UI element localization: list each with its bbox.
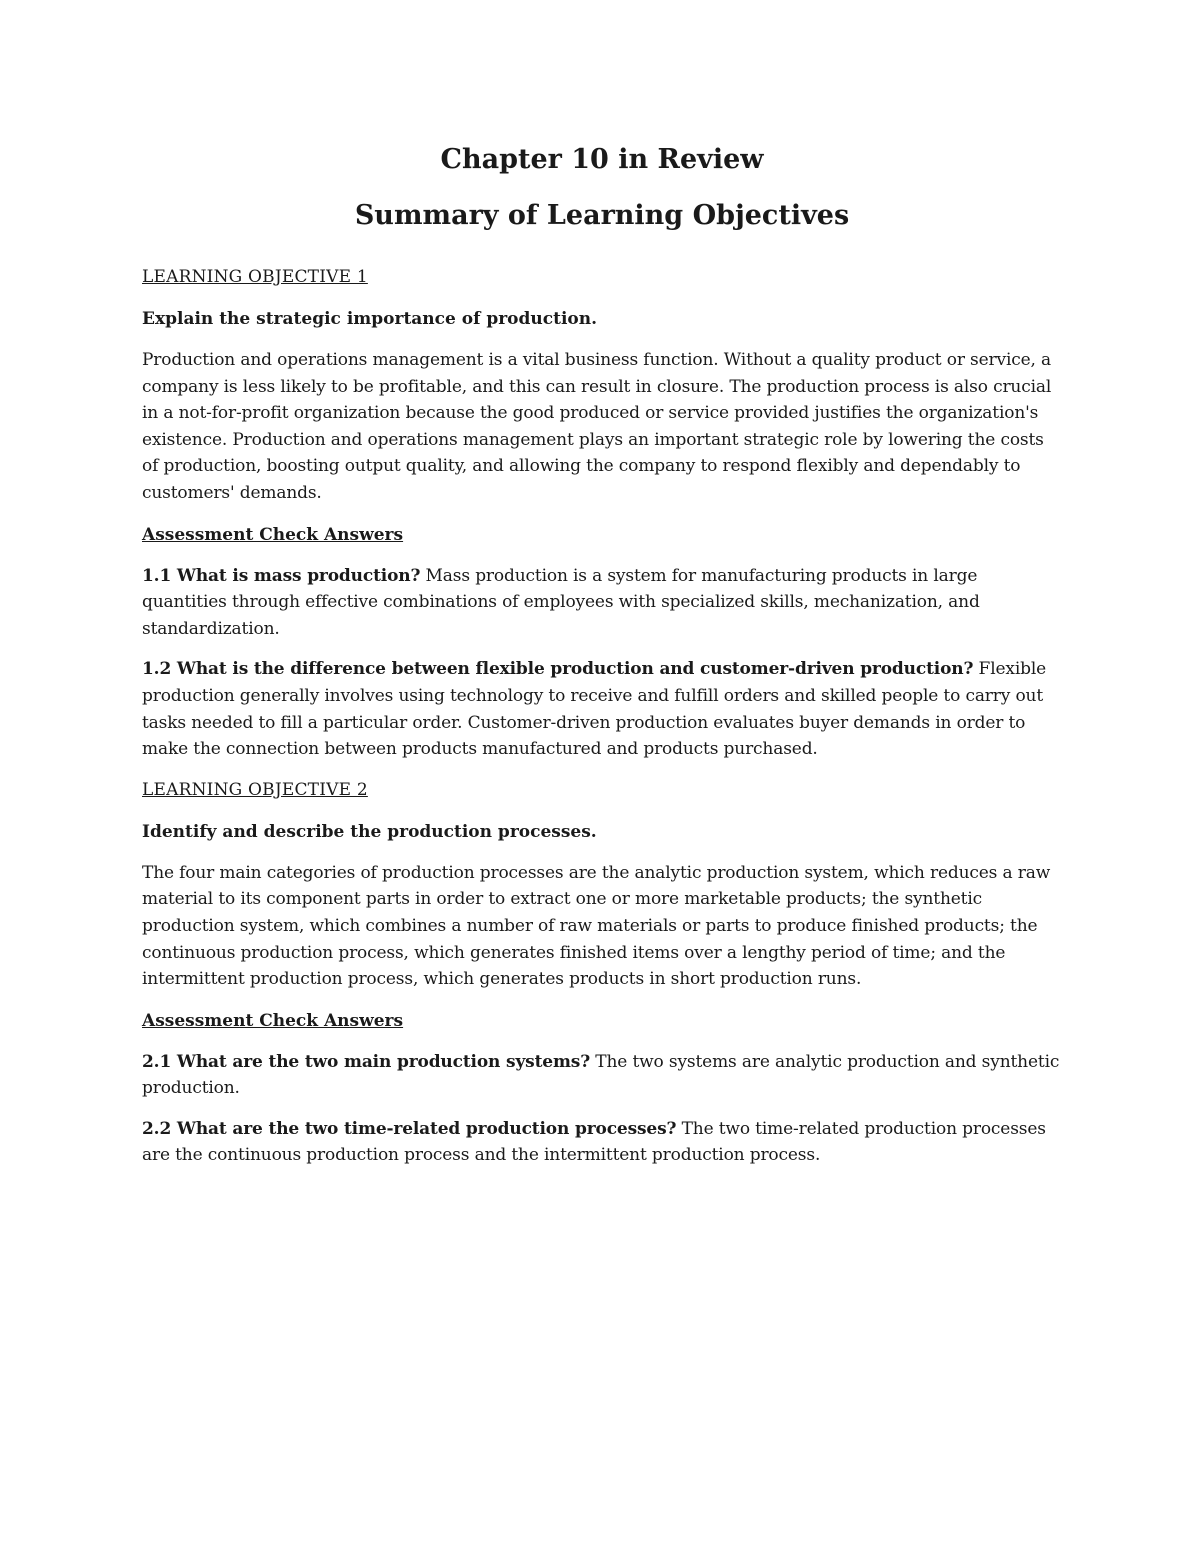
assessment-question: 2.1 What are the two main production systems?	[142, 1051, 591, 1072]
document-subtitle: Summary of Learning Objectives	[354, 200, 850, 231]
assessment-qa-item	[142, 563, 1062, 643]
assessment-answer: Flexible production generally involves using technology to receive and fulfill orders and skilled people to carry out tasks needed to fill a particular order. Customer-driven production evaluates buyer demands in order to make the connection between products manufactured and products purchased.	[142, 659, 1047, 760]
assessment-question: 2.2 What are the two time-related production processes?	[142, 1118, 677, 1139]
assessment-answer: Mass production is a system for manufacturing products in large quantities through effective combinations of employees with specialized skills, mechanization, and standardization.	[142, 565, 980, 639]
document-title: Chapter 10 in Review	[440, 144, 764, 175]
assessment-question: 1.1 What is mass production?	[142, 565, 421, 586]
learning-objective-section-2	[142, 777, 1062, 1169]
document-page	[142, 138, 1062, 1169]
learning-objective-heading: LEARNING OBJECTIVE 1	[142, 267, 368, 287]
assessment-question: 1.2 What is the difference between flexible production and customer-driven production?	[142, 659, 974, 680]
assessment-qa-item	[142, 1116, 1062, 1169]
assessment-check-heading: Assessment Check Answers	[142, 524, 404, 545]
learning-objective-section-1	[142, 264, 1062, 763]
learning-objective-summary: Production and operations management is a vital business function. Without a quality product or service, a company is less likely to be profitable, and this can result in closure. The production process is also crucial in a not-for-profit organization because the good produced or service provided justifies the organization's existence. Production and operations management plays an important strategic role by lowering the costs of production, boosting output quality, and allowing the company to respond flexibly and dependably to customers' demands.	[142, 350, 1052, 503]
learning-objective-title: Identify and describe the production processes.	[142, 821, 597, 842]
learning-objective-title: Explain the strategic importance of production.	[142, 309, 598, 329]
assessment-answer: The two systems are analytic production and synthetic production.	[142, 1051, 1060, 1099]
learning-objective-summary: The four main categories of production processes are the analytic production system, which reduces a raw material to its component parts in order to extract one or more marketable products; the synthetic production system, which combines a number of raw materials or parts to produce finished products; the continuous production process, which generates finished items over a lengthy period of time; and the intermittent production process, which generates products in short production runs.	[142, 862, 1051, 990]
learning-objective-heading: LEARNING OBJECTIVE 2	[142, 779, 368, 800]
assessment-qa-item	[142, 656, 1062, 762]
assessment-check-heading: Assessment Check Answers	[142, 1010, 404, 1031]
assessment-answer: The two time-related production processes are the continuous production process and the intermittent production process.	[142, 1118, 1046, 1166]
assessment-qa-item	[142, 1049, 1062, 1102]
